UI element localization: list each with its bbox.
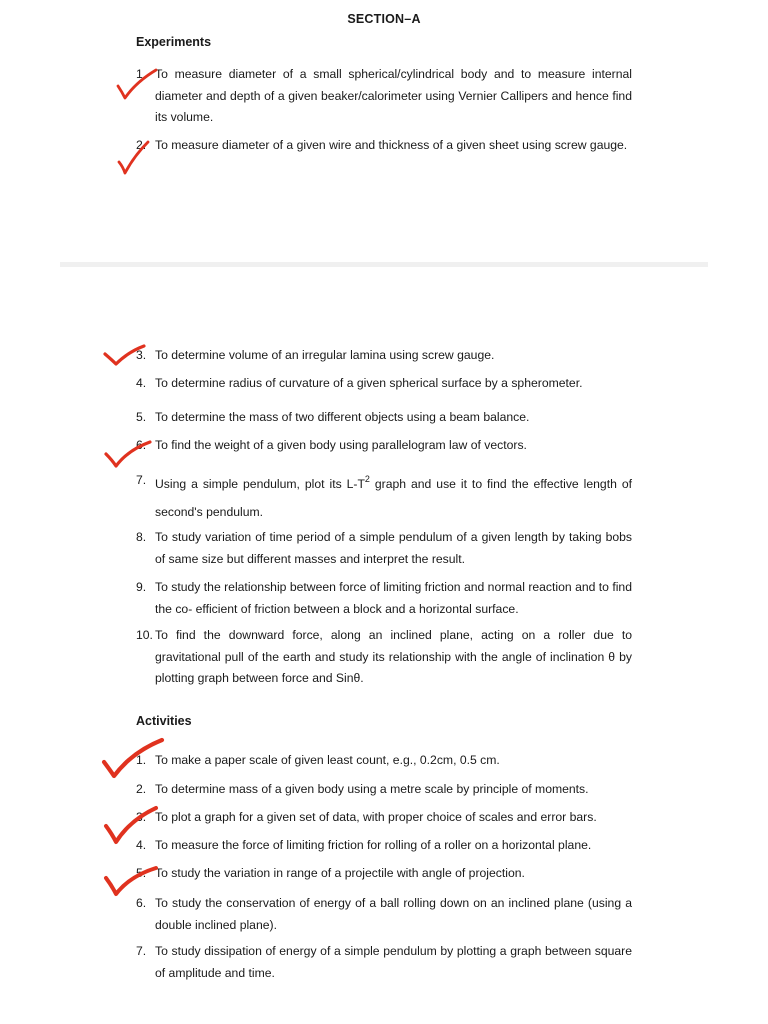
item-number: 5. — [136, 866, 147, 880]
item-number: 9. — [136, 580, 147, 594]
experiment-item-3 — [136, 345, 632, 367]
item-text: To determine volume of an irregular lamina using screw gauge. — [155, 348, 495, 362]
item-number: 3. — [136, 810, 147, 824]
item-text: To measure diameter of a given wire and thickness of a given sheet using screw gauge. — [155, 138, 628, 152]
experiment-item-4 — [136, 373, 632, 395]
item-text: To measure the force of limiting friction for rolling of a roller on a horizontal plane. — [155, 838, 592, 852]
item-number: 2. — [136, 782, 147, 796]
experiment-item-6 — [136, 435, 632, 457]
item-text: To study the relationship between force of limiting friction and normal reaction and to find the co- efficient of friction between a block and a horizontal surface. — [155, 580, 632, 616]
experiment-item-8 — [136, 527, 632, 570]
item-text: To determine mass of a given body using a metre scale by principle of moments. — [155, 782, 589, 796]
activity-item-3 — [136, 807, 632, 829]
activity-item-7 — [136, 941, 632, 984]
experiments-heading: Experiments — [136, 35, 212, 49]
experiment-item-2 — [136, 135, 632, 157]
item-text: To determine radius of curvature of a given spherical surface by a spherometer. — [155, 376, 583, 390]
superscript: 2 — [364, 473, 370, 484]
activities-heading: Activities — [136, 714, 192, 728]
experiment-item-9 — [136, 577, 632, 620]
item-text: To study the variation in range of a projectile with angle of projection. — [155, 866, 525, 880]
item-number: 4. — [136, 376, 147, 390]
activity-item-2 — [136, 779, 632, 801]
item-text: To determine the mass of two different objects using a beam balance. — [155, 410, 530, 424]
item-text: To study the conservation of energy of a ball rolling down on an inclined plane (using a double inclined plane). — [155, 896, 632, 932]
item-number: 2. — [136, 138, 147, 152]
item-number: 4. — [136, 838, 147, 852]
section-title: SECTION–A — [347, 12, 421, 26]
experiment-item-1 — [136, 64, 632, 129]
item-text — [155, 470, 632, 526]
item-text: To measure diameter of a small spherical/cylindrical body and to measure internal diameter and depth of a given beaker/calorimeter using Vernier Callipers and hence find its volume. — [155, 67, 632, 124]
activity-item-4 — [136, 835, 632, 857]
item-text: To plot a graph for a given set of data, with proper choice of scales and error bars. — [155, 810, 597, 824]
item-text: To find the downward force, along an inclined plane, acting on a roller due to gravitational pull of the earth and study its relationship with the angle of inclination θ by plotting graph between force and Sinθ. — [155, 628, 632, 685]
item-number: 5. — [136, 410, 147, 424]
item-text-part: graph and use it to find the effective length of second's pendulum. — [155, 477, 632, 519]
item-text-part: Using a simple pendulum, plot its L-T — [155, 477, 365, 491]
item-number: 3. — [136, 348, 147, 362]
activity-item-1 — [136, 750, 632, 772]
item-number: 8. — [136, 530, 147, 544]
activity-item-5 — [136, 863, 632, 885]
experiment-item-10 — [136, 625, 632, 690]
experiment-item-5 — [136, 407, 632, 429]
activity-item-6 — [136, 893, 632, 936]
item-text: To study dissipation of energy of a simple pendulum by plotting a graph between square of amplitude and time. — [155, 944, 632, 980]
item-number: 7. — [136, 473, 147, 487]
item-text: To study variation of time period of a simple pendulum of a given length by taking bobs of same size but different masses and interpret the result. — [155, 530, 632, 566]
item-number: 1. — [136, 67, 147, 81]
item-number: 6. — [136, 896, 147, 910]
item-number: 6. — [136, 438, 147, 452]
item-number: 1. — [136, 753, 147, 767]
page-break-divider — [60, 262, 708, 267]
item-number: 7. — [136, 944, 147, 958]
item-text: To make a paper scale of given least count, e.g., 0.2cm, 0.5 cm. — [155, 753, 500, 767]
item-text: To find the weight of a given body using parallelogram law of vectors. — [155, 438, 527, 452]
experiment-item-7 — [136, 470, 632, 526]
item-number: 10. — [136, 628, 153, 642]
